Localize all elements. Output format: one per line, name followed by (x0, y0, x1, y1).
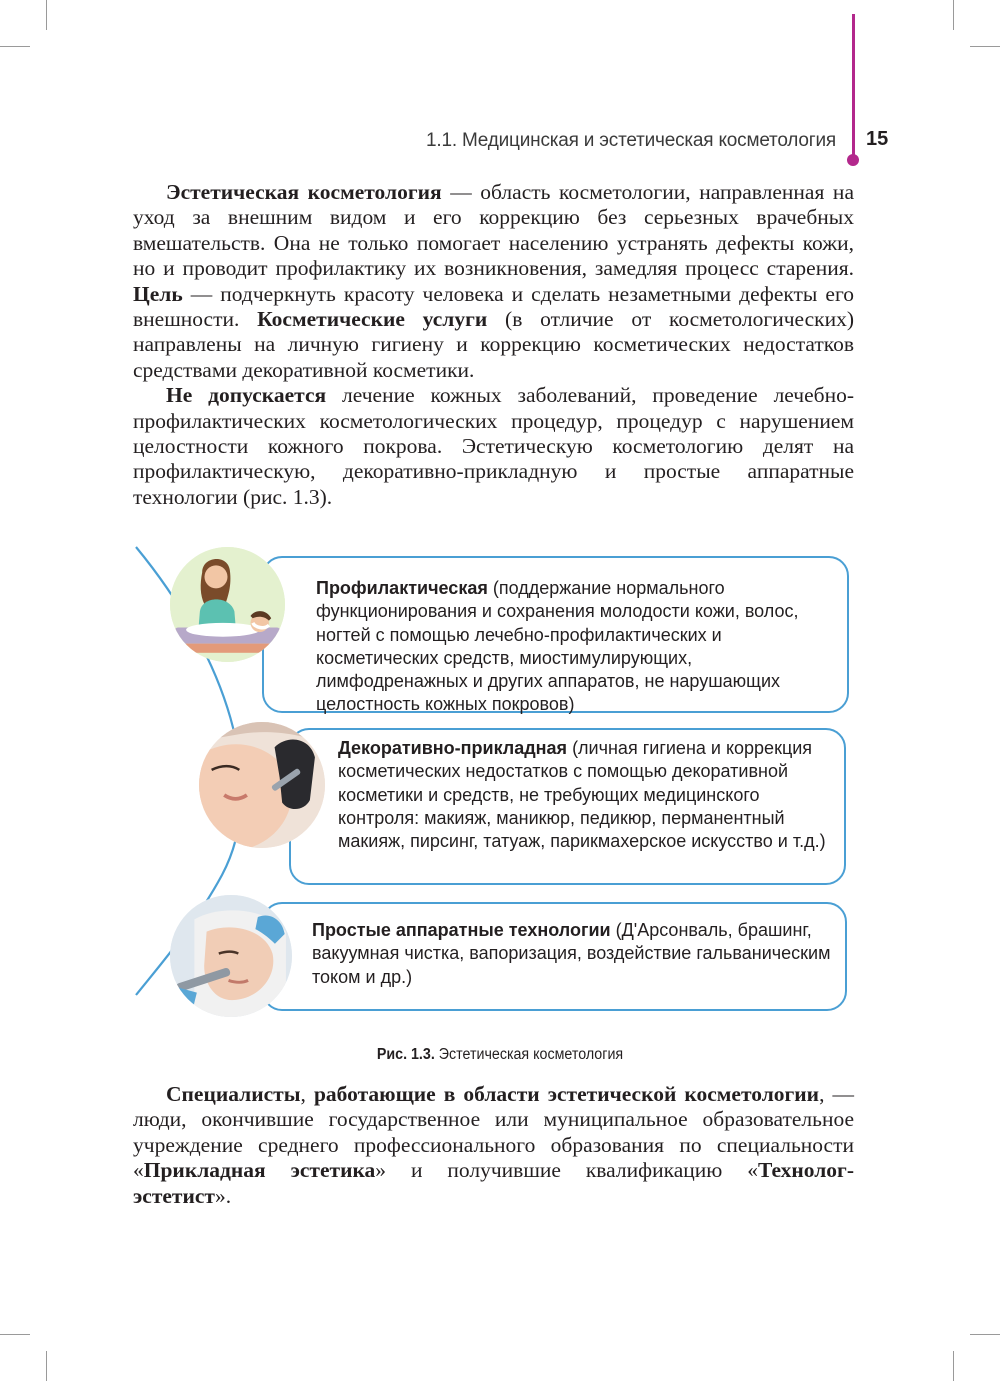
figure-caption (40, 1046, 960, 1064)
hardware-procedure-photo-icon (170, 895, 292, 1017)
card-title: Простые аппаратные технологии (312, 920, 611, 940)
crop-mark (970, 46, 1000, 47)
card-simple-hardware (262, 902, 847, 1011)
paragraph-text: (в отличие от косметологических) направлены на личную гигиену и коррекцию косметических недостатков средствами декоративной косметики. (133, 307, 854, 382)
header-accent-dot (847, 154, 859, 166)
paragraph-text: — область косметологии, направленная на уход за внешним видом и его коррекцию без серьезных врачебных вмешательств. Она не только помогает населению устранять дефекты кожи, но и проводит профилактику их возникновения, замедляя процесс старения. (133, 180, 854, 281)
card-text: (поддержание нормального функционирования и сохранения молодости кожи, волос, ногтей с помощью лечебно-профилактических и косметических средств, миостимулирующих, лимфодренажных и других аппаратов, не нарушающих целостность кожных покровов) (316, 578, 799, 715)
text-block-bottom (133, 1082, 854, 1209)
card-text: (личная гигиена и коррекция косметических недостатков с помощью декоративной косметики и средств, не требующих медицинского контроля: макияж, маникюр, педикюр, перманентный макияж, пирсинг, татуаж, парикмахерское искусство и т.д.) (338, 738, 826, 852)
term-cosmetic-services: Косметические услуги (257, 307, 488, 332)
term-specialists: Специалисты (166, 1082, 301, 1106)
paragraph-text: ». (215, 1183, 232, 1208)
paragraph-text: лечение кожных заболеваний, проведение лечебно-профилактических косметологических процедур, процедур с нарушением целостности кожного покрова. Эстетическую косметологию делят на профилактическую, декоративно-прикладную и простые аппаратные технологии (рис. 1.3). (133, 383, 855, 509)
card-title: Профилактическая (316, 578, 488, 598)
term-specialty: Прикладная эстетика (143, 1158, 376, 1183)
term-not-allowed: Не допускается (166, 383, 327, 408)
crop-mark (46, 1351, 47, 1381)
paragraph-text: , — люди, окончившие государственное или муниципальное образовательное учреждение среднего профессионального образования по специальности « (133, 1082, 855, 1183)
card-text: (Д'Арсонваль, брашинг, вакуумная чистка, вапоризация, воздействие гальваническим током и др.) (312, 920, 831, 987)
paragraph-not-allowed (133, 383, 854, 510)
caption-text: Эстетическая косметология (434, 1046, 624, 1063)
crop-mark (0, 46, 30, 47)
crop-mark (46, 0, 47, 30)
paragraph-specialists (133, 1082, 854, 1209)
text-block-top (133, 180, 854, 510)
term-qualification: Технолог-эстетист (133, 1158, 854, 1208)
crop-mark (953, 0, 954, 30)
paragraph-aesthetic-cosmetology (133, 180, 854, 383)
crop-mark (953, 1351, 954, 1381)
makeup-artist-photo-icon (199, 722, 325, 848)
page-number: 15 (866, 128, 889, 150)
card-decorative-applied (289, 728, 846, 885)
term-goal: Цель (133, 281, 183, 306)
figure-1-3-diagram (0, 545, 1000, 1025)
term-aesthetic-cosmetology: Эстетическая косметология (166, 180, 442, 204)
running-head: 1.1. Медицинская и эстетическая косметология (426, 130, 836, 151)
crop-mark (970, 1334, 1000, 1335)
crop-mark (0, 1334, 30, 1335)
paragraph-text: » и получившие квалификацию « (375, 1158, 758, 1183)
cosmetologist-illustration-icon (170, 547, 285, 662)
header-accent-line (852, 14, 855, 160)
paragraph-text: , (300, 1082, 314, 1106)
caption-label: Рис. 1.3. (376, 1046, 435, 1063)
term-working-in-field: работающие в области эстетической косметологии (313, 1082, 820, 1106)
paragraph-text: — подчеркнуть красоту человека и сделать незаметными дефекты его внешности. (133, 281, 854, 332)
card-preventive (262, 556, 849, 713)
card-title: Декоративно-прикладная (338, 738, 568, 758)
